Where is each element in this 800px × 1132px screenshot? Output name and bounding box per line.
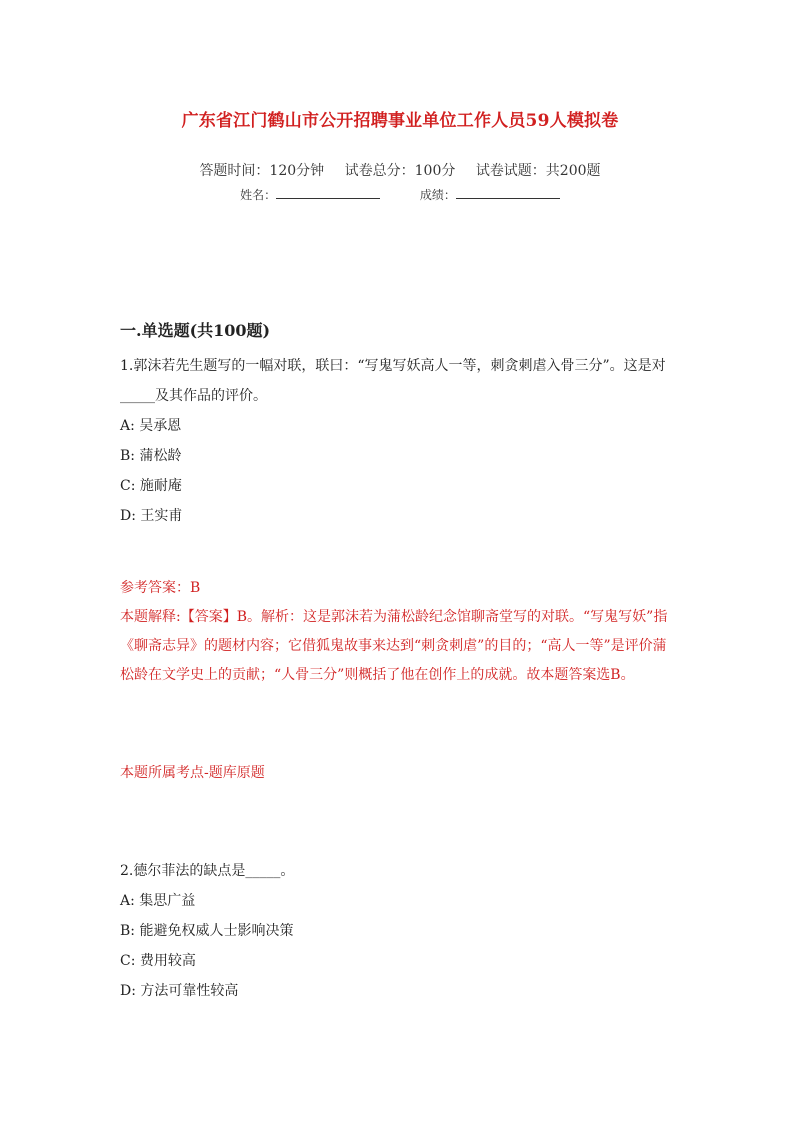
question-1: [120, 351, 680, 531]
option-c: C: 费用较高: [120, 953, 196, 969]
topic-note: 本题所属考点-题库原题: [120, 765, 265, 781]
question-2: [120, 856, 680, 1006]
exam-time: 答题时间：120分钟: [199, 163, 325, 179]
score-field: [420, 188, 560, 202]
explanation: 本题解释:【答案】B。解析：这是郭沫若为蒲松龄纪念馆聊斋堂写的对联。“写鬼写妖”指《聊斋志异》的题材内容；它借狐鬼故事来达到“刺贪刺虐”的目的；“高人一等”是评价蒲松龄在文学史上的贡献；“人骨三分”则概括了他在创作上的成就。故本题答案选B。: [120, 609, 668, 683]
name-blank: [276, 188, 380, 199]
answer-block: [120, 574, 680, 690]
question-stem: 1.郭沫若先生题写的一幅对联，联曰：“写鬼写妖高人一等，刺贪刺虐入骨三分”。这是对_____及其作品的评价。: [120, 358, 666, 404]
option-d: D: 王实甫: [120, 508, 183, 524]
option-c: C: 施耐庵: [120, 478, 182, 494]
question-stem: 2.德尔菲法的缺点是_____。: [120, 863, 295, 879]
option-d: D: 方法可靠性较高: [120, 983, 239, 999]
reference-answer: 参考答案：B: [120, 580, 201, 596]
total-score: 试卷总分：100分: [344, 163, 456, 179]
score-blank: [456, 188, 560, 199]
exam-meta: [0, 160, 800, 180]
option-a: A: 吴承恩: [120, 418, 182, 434]
exam-title: 广东省江门鹤山市公开招聘事业单位工作人员59人模拟卷: [181, 111, 619, 131]
candidate-fields: [0, 186, 800, 203]
option-b: B: 蒲松龄: [120, 448, 182, 464]
section-title: 一.单选题(共100题): [120, 321, 271, 340]
score-label: 成绩：: [419, 188, 456, 202]
name-field: [240, 188, 384, 202]
option-a: A: 集思广益: [120, 893, 196, 909]
name-label: 姓名：: [240, 188, 277, 202]
option-b: B: 能避免权威人士影响决策: [120, 923, 294, 939]
total-questions: 试卷试题：共200题: [475, 163, 601, 179]
